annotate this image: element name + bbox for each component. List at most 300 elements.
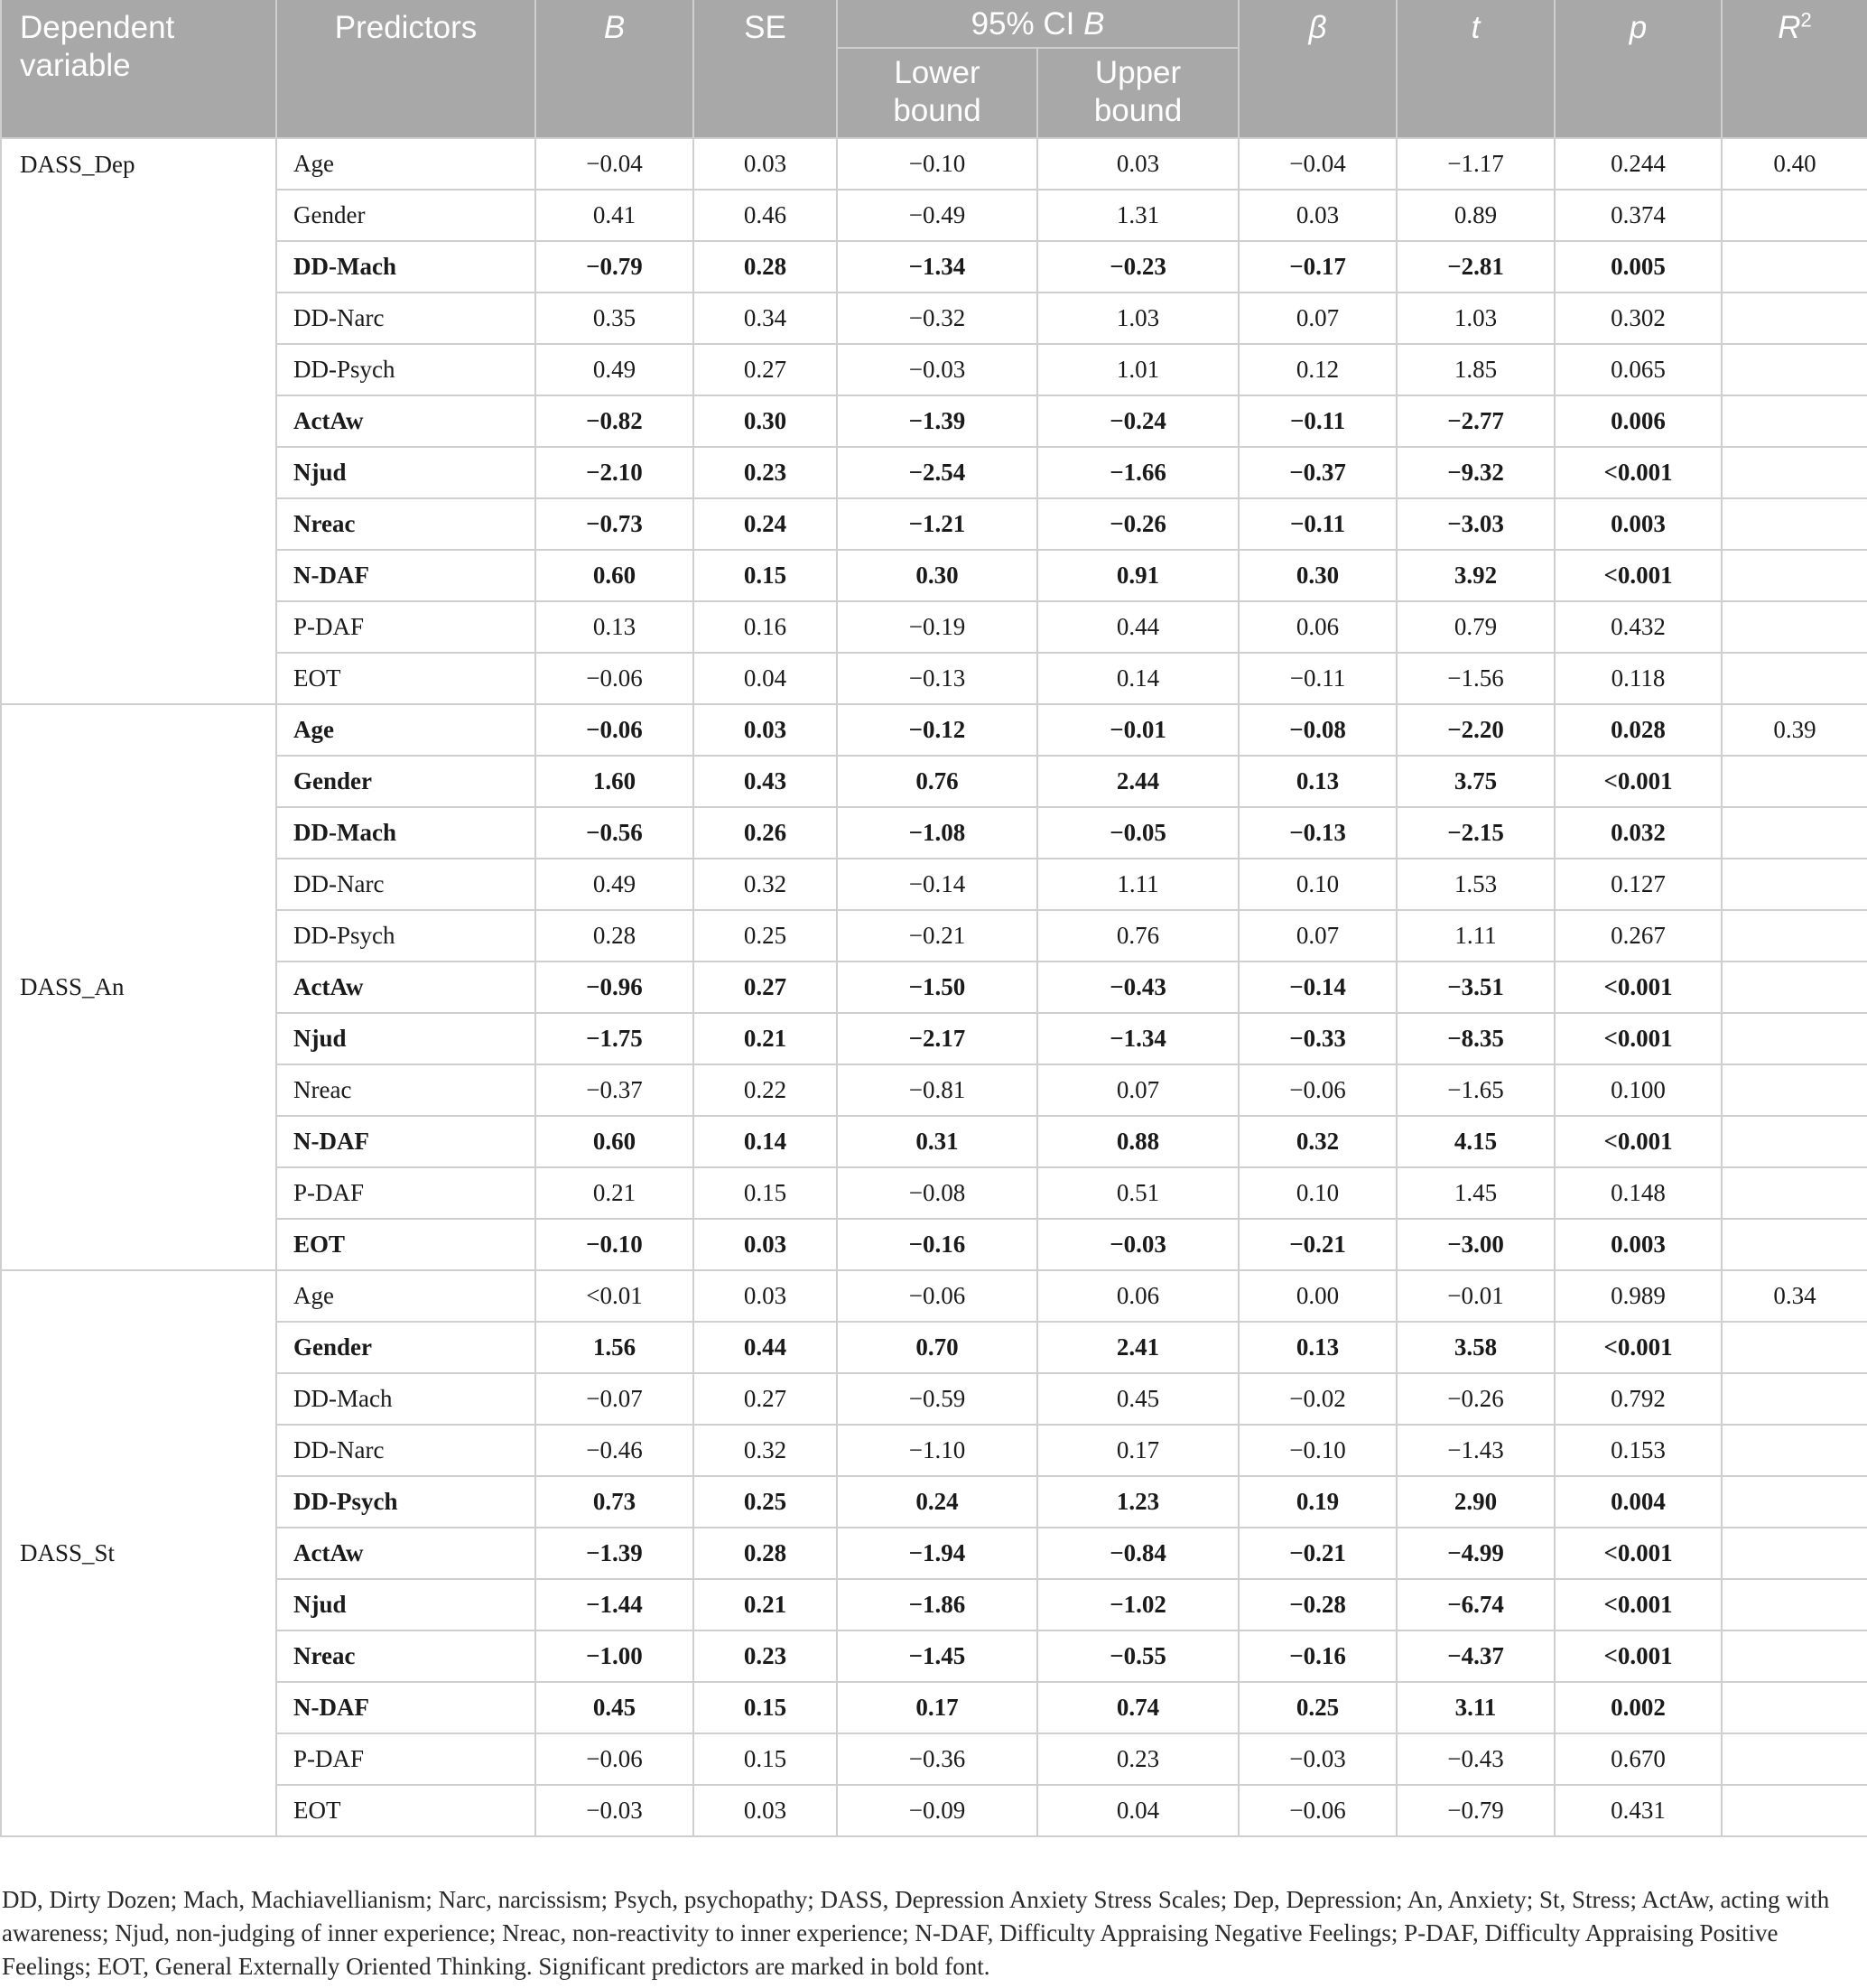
t-cell: −1.17 [1397, 138, 1555, 190]
predictor-cell: DD-Psych [276, 1476, 535, 1528]
p-cell: 0.004 [1555, 1476, 1722, 1528]
t-cell: −2.15 [1397, 807, 1555, 859]
p-cell: 0.374 [1555, 190, 1722, 241]
beta-cell: −0.14 [1239, 961, 1397, 1013]
beta-cell: 0.00 [1239, 1270, 1397, 1322]
lower-cell: 0.24 [837, 1476, 1037, 1528]
lower-cell: −0.81 [837, 1064, 1037, 1116]
b-cell: 0.45 [535, 1682, 693, 1733]
upper-cell: 1.01 [1037, 344, 1239, 395]
lower-cell: −0.10 [837, 138, 1037, 190]
b-cell: −0.06 [535, 704, 693, 756]
upper-cell: 1.23 [1037, 1476, 1239, 1528]
t-cell: −3.03 [1397, 498, 1555, 550]
predictor-cell: EOT [276, 653, 535, 704]
se-cell: 0.22 [693, 1064, 837, 1116]
predictor-cell: ActAw [276, 961, 535, 1013]
table-row [1, 1579, 1867, 1630]
t-cell: −0.79 [1397, 1785, 1555, 1836]
col-dependent-variable: Dependent variable [1, 0, 276, 138]
upper-cell: −1.02 [1037, 1579, 1239, 1630]
b-cell: 0.60 [535, 550, 693, 601]
beta-cell: 0.10 [1239, 1167, 1397, 1219]
table-row [1, 807, 1867, 859]
se-cell: 0.27 [693, 961, 837, 1013]
se-cell: 0.15 [693, 1733, 837, 1785]
se-cell: 0.28 [693, 241, 837, 293]
t-cell: 4.15 [1397, 1116, 1555, 1167]
r2-cell [1722, 1785, 1867, 1836]
table-row [1, 1733, 1867, 1785]
se-cell: 0.15 [693, 1167, 837, 1219]
r2-cell [1722, 550, 1867, 601]
r2-cell [1722, 293, 1867, 344]
p-cell: 0.006 [1555, 395, 1722, 447]
beta-cell: −0.33 [1239, 1013, 1397, 1064]
p-cell: 0.267 [1555, 910, 1722, 961]
predictor-cell: DD-Narc [276, 1425, 535, 1476]
upper-cell: 0.76 [1037, 910, 1239, 961]
b-cell: −0.79 [535, 241, 693, 293]
predictor-cell: DD-Mach [276, 807, 535, 859]
r2-sup: 2 [1800, 8, 1812, 32]
upper-cell: −0.43 [1037, 961, 1239, 1013]
beta-cell: 0.13 [1239, 1322, 1397, 1373]
predictor-cell: N-DAF [276, 550, 535, 601]
dependent-variable-cell: DASS_An [1, 704, 276, 1270]
predictor-cell: Gender [276, 190, 535, 241]
se-cell: 0.23 [693, 1630, 837, 1682]
se-cell: 0.03 [693, 138, 837, 190]
b-cell: 0.41 [535, 190, 693, 241]
table-row [1, 704, 1867, 756]
upper-cell: 0.07 [1037, 1064, 1239, 1116]
lower-cell: −2.54 [837, 447, 1037, 498]
lower-cell: −0.12 [837, 704, 1037, 756]
predictor-cell: N-DAF [276, 1116, 535, 1167]
p-cell: <0.001 [1555, 961, 1722, 1013]
p-cell: <0.001 [1555, 1322, 1722, 1373]
table-row [1, 1682, 1867, 1733]
predictor-cell: DD-Narc [276, 859, 535, 910]
col-t: t [1397, 0, 1555, 138]
table-row [1, 241, 1867, 293]
p-cell: 0.002 [1555, 1682, 1722, 1733]
t-cell: −1.65 [1397, 1064, 1555, 1116]
p-cell: <0.001 [1555, 1630, 1722, 1682]
lower-cell: −0.03 [837, 344, 1037, 395]
beta-cell: −0.17 [1239, 241, 1397, 293]
t-cell: −1.43 [1397, 1425, 1555, 1476]
beta-cell: 0.06 [1239, 601, 1397, 653]
table-row [1, 447, 1867, 498]
b-cell: 0.28 [535, 910, 693, 961]
beta-cell: −0.06 [1239, 1785, 1397, 1836]
lower-cell: −1.10 [837, 1425, 1037, 1476]
b-cell: −0.37 [535, 1064, 693, 1116]
t-cell: −2.20 [1397, 704, 1555, 756]
t-cell: −8.35 [1397, 1013, 1555, 1064]
predictor-cell: Age [276, 1270, 535, 1322]
b-cell: 0.35 [535, 293, 693, 344]
p-cell: <0.001 [1555, 1116, 1722, 1167]
table-row [1, 910, 1867, 961]
beta-cell: −0.11 [1239, 653, 1397, 704]
r2-cell [1722, 653, 1867, 704]
lower-cell: −0.21 [837, 910, 1037, 961]
upper-cell: 0.91 [1037, 550, 1239, 601]
se-cell: 0.27 [693, 1373, 837, 1425]
r2-cell [1722, 1682, 1867, 1733]
beta-cell: −0.13 [1239, 807, 1397, 859]
r2-cell [1722, 859, 1867, 910]
se-cell: 0.21 [693, 1579, 837, 1630]
predictor-cell: Age [276, 138, 535, 190]
lower-cell: 0.17 [837, 1682, 1037, 1733]
lower-cell: −1.39 [837, 395, 1037, 447]
table-row [1, 1167, 1867, 1219]
r2-cell [1722, 1425, 1867, 1476]
r2-cell [1722, 1630, 1867, 1682]
predictor-cell: DD-Narc [276, 293, 535, 344]
table-header [1, 0, 1867, 138]
t-cell: −4.37 [1397, 1630, 1555, 1682]
upper-cell: −0.24 [1037, 395, 1239, 447]
beta-cell: −0.10 [1239, 1425, 1397, 1476]
p-cell: 0.244 [1555, 138, 1722, 190]
se-cell: 0.04 [693, 653, 837, 704]
se-cell: 0.44 [693, 1322, 837, 1373]
table-body [1, 138, 1867, 1836]
lower-cell: −0.49 [837, 190, 1037, 241]
t-cell: −0.43 [1397, 1733, 1555, 1785]
b-cell: −1.44 [535, 1579, 693, 1630]
col-r2 [1722, 0, 1867, 138]
p-cell: 0.003 [1555, 498, 1722, 550]
upper-cell: 0.74 [1037, 1682, 1239, 1733]
beta-cell: 0.12 [1239, 344, 1397, 395]
t-cell: −3.00 [1397, 1219, 1555, 1270]
b-cell: 0.49 [535, 859, 693, 910]
table-row [1, 1219, 1867, 1270]
se-cell: 0.43 [693, 756, 837, 807]
upper-cell: 0.04 [1037, 1785, 1239, 1836]
r2-cell [1722, 1064, 1867, 1116]
upper-cell: 0.88 [1037, 1116, 1239, 1167]
r2-cell [1722, 1116, 1867, 1167]
r2-cell: 0.40 [1722, 138, 1867, 190]
r2-cell [1722, 241, 1867, 293]
r2-cell [1722, 395, 1867, 447]
se-cell: 0.03 [693, 1785, 837, 1836]
t-cell: 0.79 [1397, 601, 1555, 653]
p-cell: 0.028 [1555, 704, 1722, 756]
predictor-cell: DD-Mach [276, 1373, 535, 1425]
lower-cell: −0.13 [837, 653, 1037, 704]
t-cell: −0.26 [1397, 1373, 1555, 1425]
beta-cell: 0.30 [1239, 550, 1397, 601]
table-row [1, 653, 1867, 704]
p-cell: 0.005 [1555, 241, 1722, 293]
table-row [1, 756, 1867, 807]
lower-cell: −0.08 [837, 1167, 1037, 1219]
col-lower-bound: Lower bound [837, 48, 1037, 138]
p-cell: 0.431 [1555, 1785, 1722, 1836]
table-row [1, 1425, 1867, 1476]
upper-cell: 1.31 [1037, 190, 1239, 241]
predictor-cell: N-DAF [276, 1682, 535, 1733]
r2-cell [1722, 1733, 1867, 1785]
p-cell: 0.003 [1555, 1219, 1722, 1270]
beta-cell: −0.21 [1239, 1528, 1397, 1579]
predictor-cell: DD-Psych [276, 344, 535, 395]
col-p: p [1555, 0, 1722, 138]
upper-cell: 0.14 [1037, 653, 1239, 704]
p-cell: <0.001 [1555, 550, 1722, 601]
t-cell: 3.75 [1397, 756, 1555, 807]
beta-cell: −0.28 [1239, 1579, 1397, 1630]
r2-cell [1722, 1476, 1867, 1528]
t-cell: 1.45 [1397, 1167, 1555, 1219]
p-cell: <0.001 [1555, 1528, 1722, 1579]
t-cell: 3.92 [1397, 550, 1555, 601]
b-cell: −0.82 [535, 395, 693, 447]
b-cell: <0.01 [535, 1270, 693, 1322]
r2-cell: 0.39 [1722, 704, 1867, 756]
t-cell: 1.53 [1397, 859, 1555, 910]
se-cell: 0.14 [693, 1116, 837, 1167]
upper-cell: 1.03 [1037, 293, 1239, 344]
se-cell: 0.46 [693, 190, 837, 241]
beta-cell: 0.13 [1239, 756, 1397, 807]
beta-cell: −0.21 [1239, 1219, 1397, 1270]
ci-b-label: B [1083, 6, 1105, 42]
t-cell: −9.32 [1397, 447, 1555, 498]
r2-cell [1722, 1219, 1867, 1270]
se-cell: 0.23 [693, 447, 837, 498]
predictor-cell: EOT [276, 1785, 535, 1836]
r2-cell [1722, 190, 1867, 241]
se-cell: 0.26 [693, 807, 837, 859]
upper-cell: 0.06 [1037, 1270, 1239, 1322]
upper-cell: −0.84 [1037, 1528, 1239, 1579]
b-cell: −0.04 [535, 138, 693, 190]
upper-cell: −0.05 [1037, 807, 1239, 859]
p-cell: 0.153 [1555, 1425, 1722, 1476]
header-row-1 [1, 0, 1867, 48]
upper-cell: −0.01 [1037, 704, 1239, 756]
t-cell: 3.11 [1397, 1682, 1555, 1733]
b-cell: 0.13 [535, 601, 693, 653]
b-cell: −1.39 [535, 1528, 693, 1579]
upper-cell: −1.34 [1037, 1013, 1239, 1064]
se-cell: 0.15 [693, 550, 837, 601]
upper-cell: 0.51 [1037, 1167, 1239, 1219]
beta-cell: −0.11 [1239, 498, 1397, 550]
se-cell: 0.32 [693, 1425, 837, 1476]
table-row [1, 1013, 1867, 1064]
t-cell: −3.51 [1397, 961, 1555, 1013]
r2-cell [1722, 447, 1867, 498]
t-cell: −6.74 [1397, 1579, 1555, 1630]
r2-cell [1722, 1322, 1867, 1373]
upper-cell: 0.44 [1037, 601, 1239, 653]
predictor-cell: Njud [276, 1013, 535, 1064]
b-cell: −0.06 [535, 653, 693, 704]
se-cell: 0.03 [693, 1219, 837, 1270]
b-cell: −0.06 [535, 1733, 693, 1785]
predictor-cell: Nreac [276, 498, 535, 550]
predictor-cell: Gender [276, 756, 535, 807]
se-cell: 0.30 [693, 395, 837, 447]
p-cell: 0.100 [1555, 1064, 1722, 1116]
b-cell: −0.56 [535, 807, 693, 859]
table-row [1, 961, 1867, 1013]
t-cell: 0.89 [1397, 190, 1555, 241]
table-row [1, 1064, 1867, 1116]
r2-cell: 0.34 [1722, 1270, 1867, 1322]
b-cell: −0.46 [535, 1425, 693, 1476]
table-row [1, 1116, 1867, 1167]
r2-base: R [1778, 10, 1801, 45]
upper-cell: 2.41 [1037, 1322, 1239, 1373]
dependent-variable-cell: DASS_St [1, 1270, 276, 1836]
p-cell: 0.118 [1555, 653, 1722, 704]
lower-cell: 0.30 [837, 550, 1037, 601]
se-cell: 0.25 [693, 1476, 837, 1528]
table-row [1, 1373, 1867, 1425]
lower-cell: −0.32 [837, 293, 1037, 344]
beta-cell: −0.08 [1239, 704, 1397, 756]
se-cell: 0.15 [693, 1682, 837, 1733]
lower-cell: −0.36 [837, 1733, 1037, 1785]
table-row [1, 1785, 1867, 1836]
ci-label: 95% CI [971, 6, 1084, 42]
upper-cell: −0.03 [1037, 1219, 1239, 1270]
b-cell: 0.49 [535, 344, 693, 395]
lower-cell: −1.45 [837, 1630, 1037, 1682]
lower-cell: −1.08 [837, 807, 1037, 859]
predictor-cell: ActAw [276, 395, 535, 447]
b-cell: −1.75 [535, 1013, 693, 1064]
lower-cell: −1.50 [837, 961, 1037, 1013]
col-upper-bound: Upper bound [1037, 48, 1239, 138]
se-cell: 0.32 [693, 859, 837, 910]
beta-cell: −0.04 [1239, 138, 1397, 190]
r2-cell [1722, 601, 1867, 653]
b-cell: 0.60 [535, 1116, 693, 1167]
predictor-cell: P-DAF [276, 1733, 535, 1785]
p-cell: 0.670 [1555, 1733, 1722, 1785]
p-cell: <0.001 [1555, 756, 1722, 807]
se-cell: 0.24 [693, 498, 837, 550]
lower-cell: −1.86 [837, 1579, 1037, 1630]
beta-cell: −0.16 [1239, 1630, 1397, 1682]
upper-cell: 0.17 [1037, 1425, 1239, 1476]
upper-cell: 0.23 [1037, 1733, 1239, 1785]
predictor-cell: Nreac [276, 1630, 535, 1682]
b-cell: 1.60 [535, 756, 693, 807]
predictor-cell: Njud [276, 447, 535, 498]
beta-cell: 0.32 [1239, 1116, 1397, 1167]
t-cell: 2.90 [1397, 1476, 1555, 1528]
table-row [1, 1476, 1867, 1528]
se-cell: 0.21 [693, 1013, 837, 1064]
upper-cell: −1.66 [1037, 447, 1239, 498]
table-row [1, 1630, 1867, 1682]
table-row [1, 498, 1867, 550]
se-cell: 0.03 [693, 704, 837, 756]
r2-cell [1722, 910, 1867, 961]
predictor-cell: P-DAF [276, 1167, 535, 1219]
p-cell: <0.001 [1555, 1013, 1722, 1064]
r2-cell [1722, 1167, 1867, 1219]
upper-cell: −0.23 [1037, 241, 1239, 293]
se-cell: 0.28 [693, 1528, 837, 1579]
lower-cell: 0.76 [837, 756, 1037, 807]
lower-cell: −1.94 [837, 1528, 1037, 1579]
t-cell: 1.11 [1397, 910, 1555, 961]
se-cell: 0.34 [693, 293, 837, 344]
se-cell: 0.25 [693, 910, 837, 961]
b-cell: −0.10 [535, 1219, 693, 1270]
table-row [1, 293, 1867, 344]
t-cell: −4.99 [1397, 1528, 1555, 1579]
se-cell: 0.16 [693, 601, 837, 653]
upper-cell: −0.26 [1037, 498, 1239, 550]
lower-cell: −0.06 [837, 1270, 1037, 1322]
beta-cell: −0.37 [1239, 447, 1397, 498]
lower-cell: −0.09 [837, 1785, 1037, 1836]
se-cell: 0.27 [693, 344, 837, 395]
col-beta: β [1239, 0, 1397, 138]
p-cell: 0.989 [1555, 1270, 1722, 1322]
r2-cell [1722, 1579, 1867, 1630]
b-cell: −0.07 [535, 1373, 693, 1425]
upper-cell: 0.03 [1037, 138, 1239, 190]
table-row [1, 1528, 1867, 1579]
t-cell: 1.03 [1397, 293, 1555, 344]
lower-cell: −1.34 [837, 241, 1037, 293]
lower-cell: 0.70 [837, 1322, 1037, 1373]
p-cell: 0.032 [1555, 807, 1722, 859]
beta-cell: 0.03 [1239, 190, 1397, 241]
beta-cell: 0.19 [1239, 1476, 1397, 1528]
beta-cell: 0.25 [1239, 1682, 1397, 1733]
lower-cell: −2.17 [837, 1013, 1037, 1064]
table-row [1, 395, 1867, 447]
predictor-cell: Age [276, 704, 535, 756]
lower-cell: −0.14 [837, 859, 1037, 910]
p-cell: 0.148 [1555, 1167, 1722, 1219]
p-cell: 0.432 [1555, 601, 1722, 653]
beta-cell: −0.03 [1239, 1733, 1397, 1785]
t-cell: 1.85 [1397, 344, 1555, 395]
r2-cell [1722, 807, 1867, 859]
r2-cell [1722, 756, 1867, 807]
table-row [1, 1270, 1867, 1322]
p-cell: 0.792 [1555, 1373, 1722, 1425]
lower-cell: −1.21 [837, 498, 1037, 550]
t-cell: 3.58 [1397, 1322, 1555, 1373]
predictor-cell: ActAw [276, 1528, 535, 1579]
beta-cell: −0.02 [1239, 1373, 1397, 1425]
p-cell: <0.001 [1555, 1579, 1722, 1630]
predictor-cell: DD-Psych [276, 910, 535, 961]
p-cell: 0.302 [1555, 293, 1722, 344]
beta-cell: 0.10 [1239, 859, 1397, 910]
predictor-cell: P-DAF [276, 601, 535, 653]
